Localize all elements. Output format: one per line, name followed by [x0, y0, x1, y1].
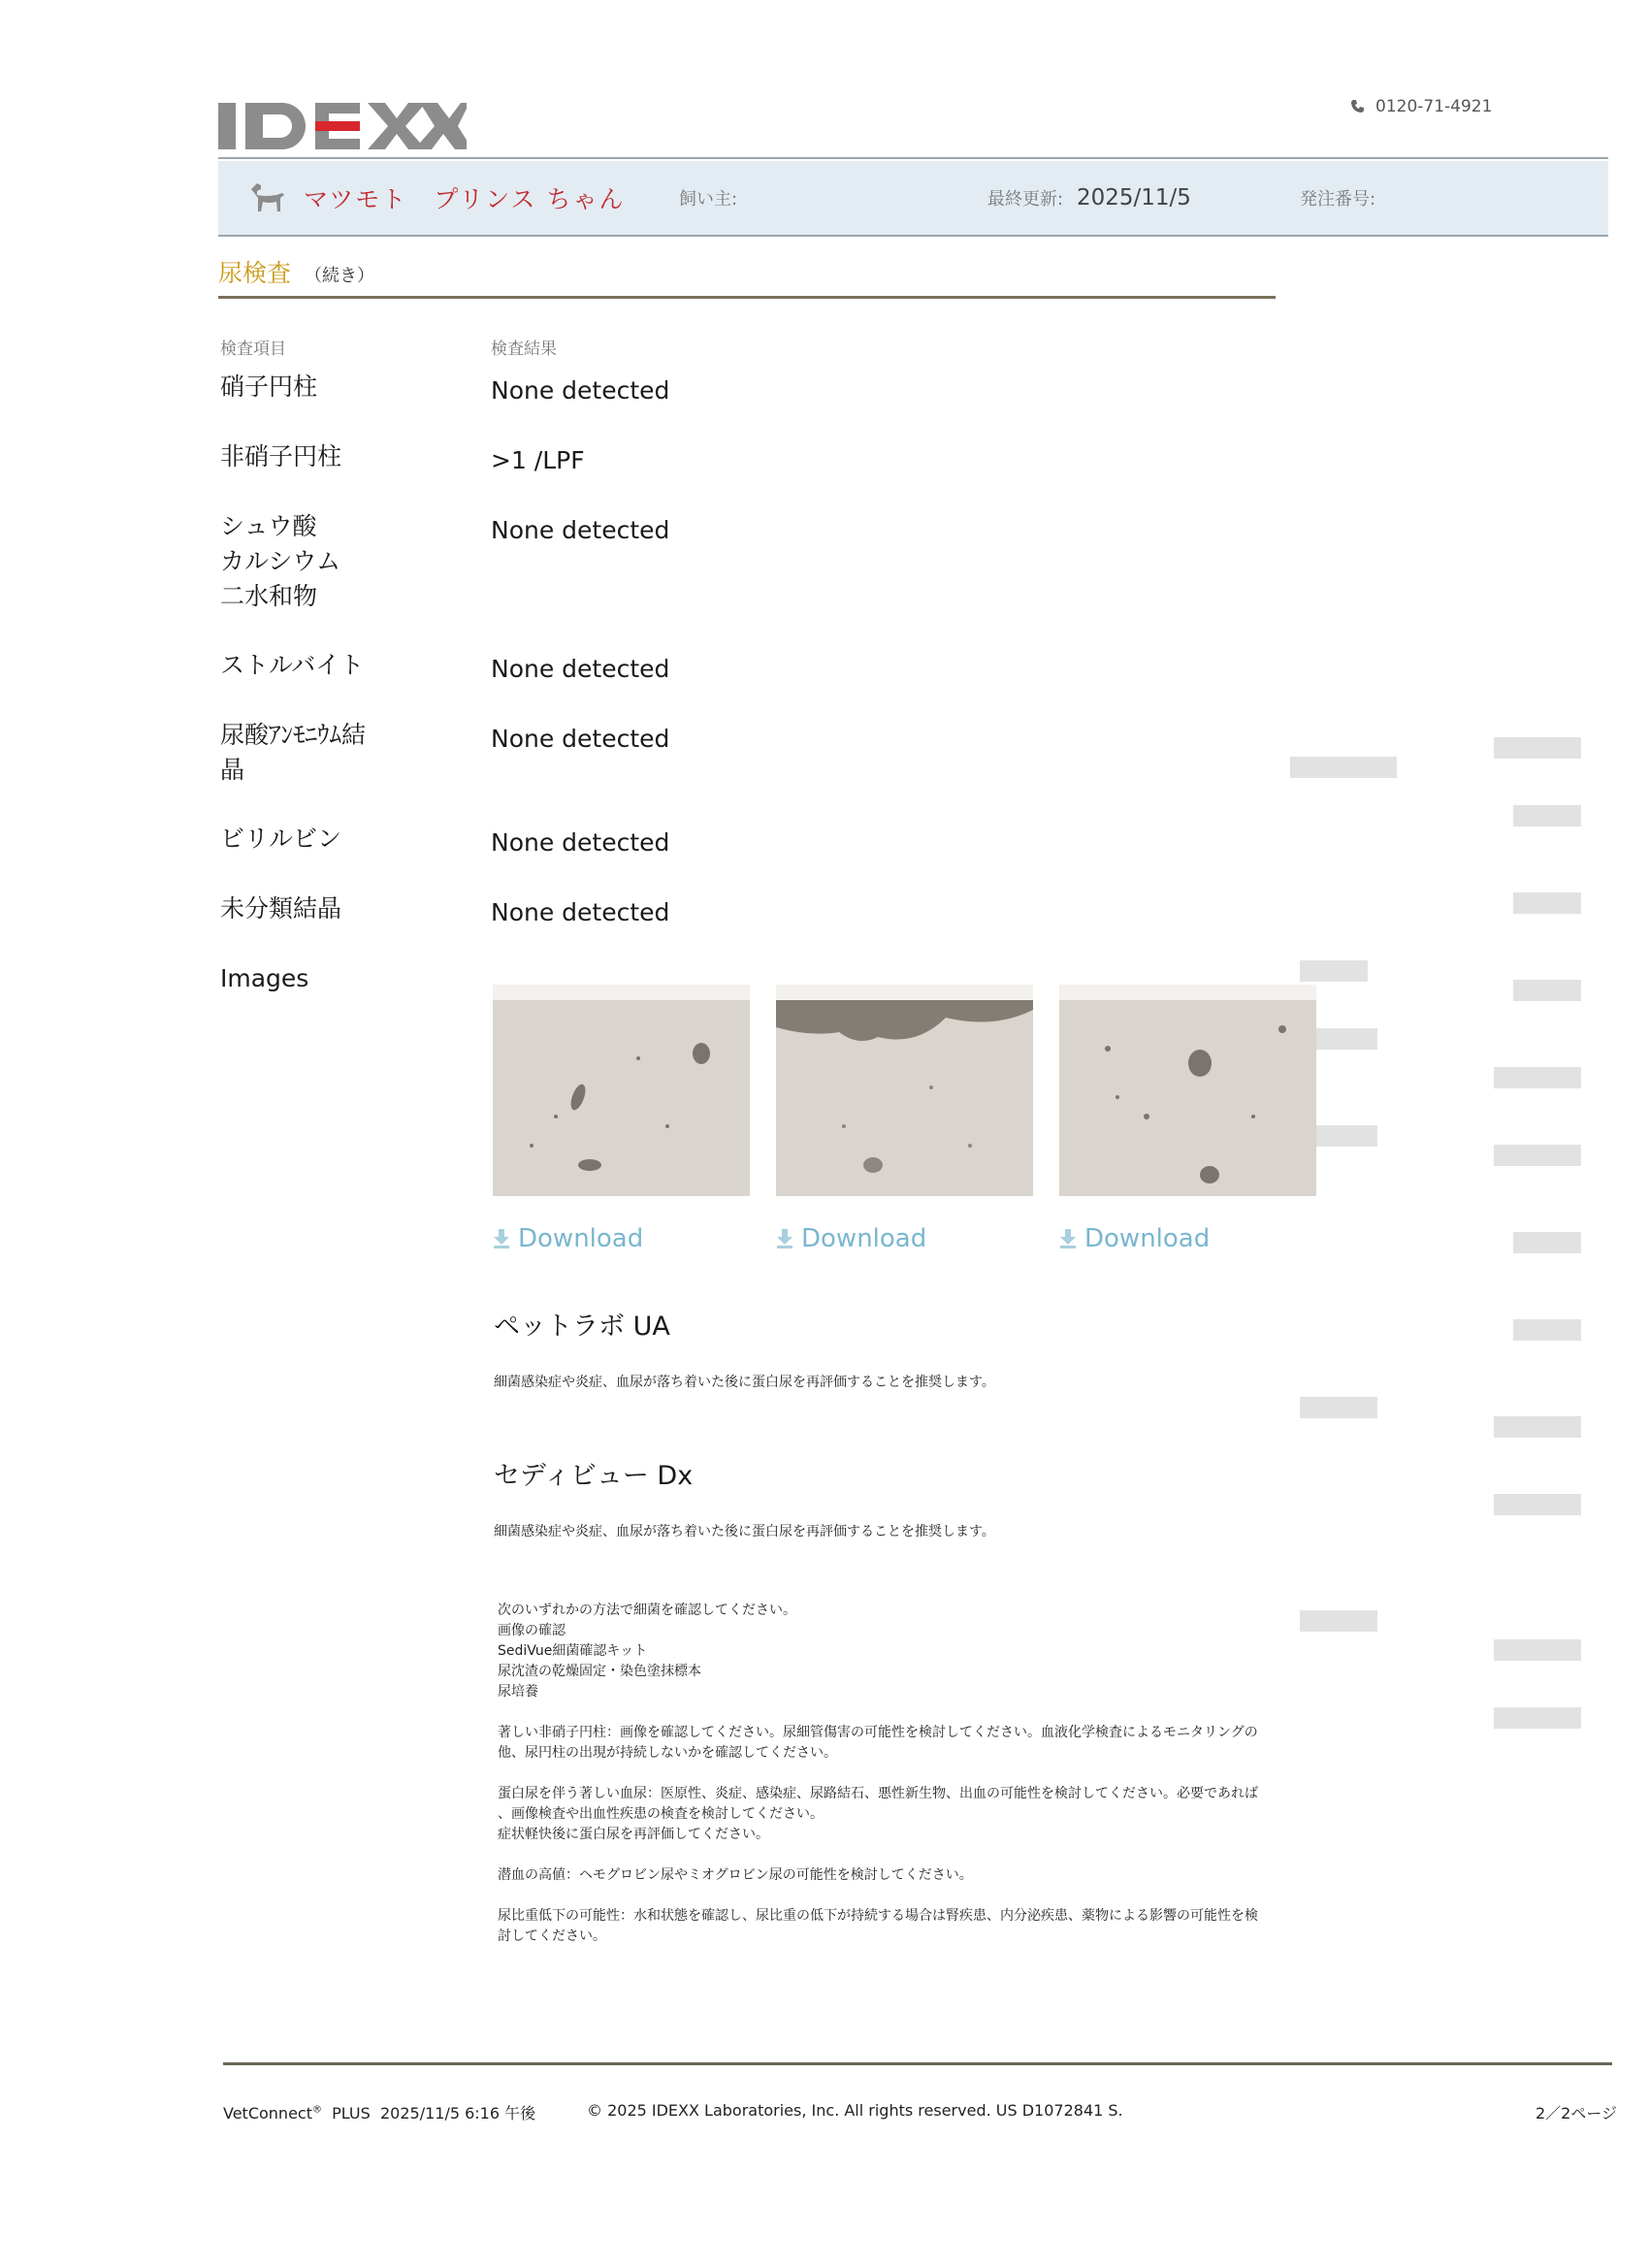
result-label: ビリルビン [220, 825, 342, 853]
vetlab-ua-note: 細菌感染症や炎症、血尿が落ち着いた後に蛋白尿を再評価することを推奨します。 [494, 1375, 995, 1390]
sedivue-dx-title: セディビュー Dx [494, 1461, 694, 1491]
last-updated-value: 2025/11/5 [1077, 185, 1191, 211]
sediment-image-3[interactable] [1059, 985, 1316, 1196]
sediment-image-2[interactable] [776, 985, 1033, 1196]
download-label: Download [801, 1224, 927, 1253]
header-rule [218, 157, 1608, 159]
column-header-result: 検査結果 [491, 340, 557, 359]
section-title: 尿検査 [218, 259, 292, 287]
phone-number [1350, 97, 1492, 116]
phone-icon [1350, 99, 1366, 114]
footer-page-number: 2／2ページ [1536, 2104, 1618, 2122]
footer-brand-name: VetConnect [223, 2104, 312, 2122]
download-icon [493, 1229, 510, 1248]
result-label: 尿酸ｱﾝﾓﾆｳﾑ結 晶 [220, 721, 367, 784]
column-header-item: 検査項目 [220, 340, 286, 359]
section-heading [218, 254, 374, 289]
note-paragraph: 尿比重低下の可能性：水和状態を確認し、尿比重の低下が持続する場合は腎疾患、内分泌疾患、薬物による影響の可能性を検 討してください。 [498, 1908, 1258, 1944]
sedivue-dx-note: 細菌感染症や炎症、血尿が落ち着いた後に蛋白尿を再評価することを推奨します。 [494, 1524, 995, 1539]
interpretive-notes [498, 1601, 1322, 1967]
result-label: 硝子円柱 [220, 373, 318, 401]
registered-mark: ® [311, 2104, 322, 2116]
owner-label: 飼い主: [679, 189, 738, 210]
section-continued: （続き） [305, 266, 375, 286]
download-link-1[interactable] [493, 1224, 643, 1253]
download-label: Download [518, 1224, 644, 1253]
sediment-image-1[interactable] [493, 985, 750, 1196]
footer-rule [223, 2062, 1612, 2065]
last-updated-label: 最終更新: [987, 189, 1064, 210]
dog-icon [247, 181, 286, 214]
download-icon [1059, 1229, 1077, 1248]
note-paragraph: 蛋白尿を伴う著しい血尿：医原性、炎症、感染症、尿路結石、悪性新生物、出血の可能性を検討してください。必要であれば 、画像検査や出血性疾患の検査を検討してください。 症状軽快後に蛋白尿を再評価してください。 [498, 1786, 1258, 1842]
result-value: None detected [491, 516, 670, 544]
images-label: Images [220, 964, 309, 992]
download-icon [776, 1229, 793, 1248]
footer-brand-suffix: PLUS [332, 2104, 371, 2122]
idexx-logo [218, 101, 467, 151]
result-label: 未分類結晶 [220, 894, 342, 923]
footer-datetime: 2025/11/5 6:16 午後 [379, 2104, 536, 2122]
result-label: ストルバイト [220, 651, 365, 679]
result-value: None detected [491, 828, 670, 857]
patient-bar-rule [218, 235, 1608, 237]
footer-brand [223, 2101, 535, 2123]
result-value: None detected [491, 655, 670, 683]
download-link-3[interactable] [1059, 1224, 1210, 1253]
note-paragraph: 著しい非硝子円柱：画像を確認してください。尿細管傷害の可能性を検討してください。血液化学検査によるモニタリングの 他、尿円柱の出現が持続しないかを確認してください。 [498, 1725, 1258, 1761]
vetlab-ua-title: ペットラボ UA [494, 1312, 670, 1342]
download-link-2[interactable] [776, 1224, 926, 1253]
footer-copyright: © 2025 IDEXX Laboratories, Inc. All rights reserved. US D1072841 S. [587, 2101, 1123, 2120]
result-label: 非硝子円柱 [220, 442, 342, 470]
pet-name: マツモト プリンス ちゃん [304, 185, 626, 213]
note-paragraph: 次のいずれかの方法で細菌を確認してください。 画像の確認 SediVue細菌確認キット 尿沈渣の乾燥固定・染色塗抹標本 尿培養 [498, 1603, 796, 1700]
download-label: Download [1084, 1224, 1211, 1253]
result-value: None detected [491, 725, 670, 753]
result-value: None detected [491, 376, 670, 405]
section-rule [218, 296, 1276, 299]
order-number-label: 発注番号: [1300, 189, 1376, 210]
result-label: シュウ酸 カルシウム 二水和物 [220, 512, 341, 610]
result-value: None detected [491, 898, 670, 926]
result-value: >1 /LPF [491, 446, 585, 474]
patient-bar [218, 161, 1608, 235]
phone-text: 0120-71-4921 [1375, 97, 1493, 116]
note-paragraph: 潜血の高値：ヘモグロビン尿やミオグロビン尿の可能性を検討してください。 [498, 1867, 973, 1883]
